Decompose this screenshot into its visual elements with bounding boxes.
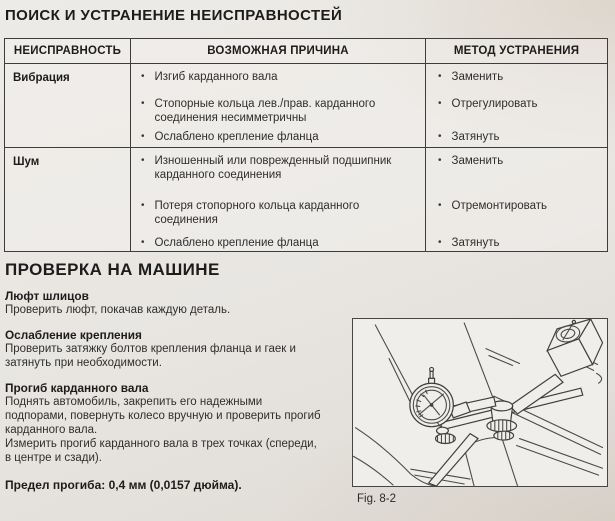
- fault-cell: Шум: [5, 148, 131, 252]
- block-body: Поднять автомобиль, закрепить его надежными подпорами, повернуть колесо вручную и проверить прогиб карданного вала.: [5, 396, 321, 436]
- remedy-item: [438, 97, 601, 130]
- table-header-row: [5, 39, 607, 64]
- bullet-icon: •: [438, 131, 442, 142]
- cause-item: [141, 154, 417, 199]
- inspection-block-spline-play: [5, 289, 321, 317]
- cause-cell: [131, 148, 426, 252]
- bullet-icon: •: [438, 237, 442, 248]
- table-header-remedy: МЕТОД УСТРАНЕНИЯ: [453, 45, 580, 57]
- bullet-icon: •: [438, 98, 442, 109]
- remedy-item: [438, 154, 601, 199]
- remedy-item: [438, 199, 601, 236]
- table-row-vibration: [5, 64, 607, 148]
- cause-item: [141, 70, 417, 97]
- remedy-cell: [426, 64, 607, 147]
- cause-text: Ослаблено крепление фланца: [154, 237, 319, 249]
- cause-item: [141, 199, 417, 236]
- remedy-item: [438, 130, 601, 146]
- bullet-icon: •: [438, 155, 442, 166]
- remedy-text: Затянуть: [451, 237, 500, 249]
- block-heading: Люфт шлицов: [5, 289, 89, 303]
- block-body2: Измерить прогиб карданного вала в трех точках (спереди, в центре и сзади).: [5, 438, 317, 464]
- section-title-check-on-vehicle: ПРОВЕРКА НА МАШИНЕ: [5, 260, 220, 279]
- block-body: Проверить затяжку болтов крепления фланца и гаек и затянуть при необходимости.: [5, 343, 296, 369]
- remedy-text: Затянуть: [451, 131, 500, 143]
- bullet-icon: •: [438, 200, 442, 211]
- cause-text: Стопорные кольца лев./прав. карданного соединения несимметричны: [154, 98, 376, 124]
- bullet-icon: •: [141, 71, 145, 82]
- remedy-cell: [426, 148, 607, 252]
- figure-8-2: [352, 318, 608, 487]
- cause-text: Потеря стопорного кольца карданного соединения: [154, 200, 360, 226]
- table-row-noise: [5, 148, 607, 251]
- cause-item: [141, 97, 417, 130]
- bullet-icon: •: [141, 98, 145, 109]
- cause-text: Изгиб карданного вала: [154, 71, 278, 83]
- table-header-fault: НЕИСПРАВНОСТЬ: [5, 39, 131, 63]
- remedy-item: [438, 236, 601, 252]
- remedy-text: Заменить: [451, 155, 504, 167]
- runout-limit-value: Предел прогиба: 0,4 мм (0,0157 дюйма).: [5, 478, 242, 492]
- remedy-text: Заменить: [451, 71, 504, 83]
- block-heading: Ослабление крепления: [5, 328, 142, 342]
- bullet-icon: •: [141, 155, 145, 166]
- cause-item: [141, 236, 417, 252]
- bullet-icon: •: [141, 200, 145, 211]
- bullet-icon: •: [141, 237, 145, 248]
- remedy-item: [438, 70, 601, 97]
- fault-cell: Вибрация: [5, 64, 131, 147]
- remedy-text: Отрегулировать: [451, 98, 538, 110]
- cause-cell: [131, 64, 426, 147]
- block-heading: Прогиб карданного вала: [5, 381, 149, 395]
- figure-caption: Fig. 8-2: [357, 493, 396, 505]
- page-title: ПОИСК И УСТРАНЕНИЕ НЕИСПРАВНОСТЕЙ: [5, 7, 343, 24]
- cause-text: Изношенный или поврежденный подшипник карданного соединения: [154, 155, 392, 181]
- remedy-text: Отремонтировать: [451, 200, 548, 212]
- inspection-text-column: [5, 289, 321, 492]
- dial-indicator-illustration: [353, 319, 607, 486]
- block-body: Проверить люфт, покачав каждую деталь.: [5, 304, 231, 316]
- bullet-icon: •: [438, 71, 442, 82]
- cause-item: [141, 130, 417, 146]
- troubleshooting-table: [4, 38, 608, 252]
- bullet-icon: •: [141, 131, 145, 142]
- table-header-cause: ВОЗМОЖНАЯ ПРИЧИНА: [131, 39, 426, 63]
- cause-text: Ослаблено крепление фланца: [154, 131, 319, 143]
- inspection-block-shaft-runout: [5, 381, 321, 465]
- inspection-block-loose-mounting: [5, 328, 321, 370]
